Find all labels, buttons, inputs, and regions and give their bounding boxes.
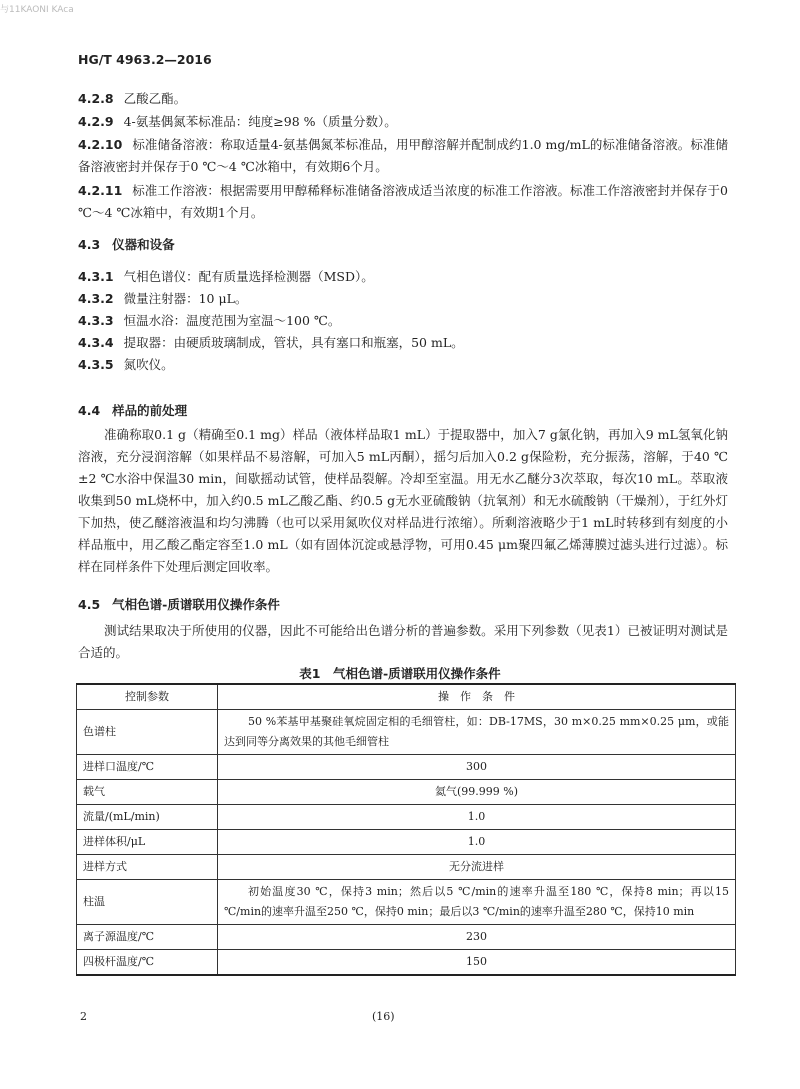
param-cell: 流量/(mL/min) [77,805,218,830]
param-cell: 进样体积/μL [77,830,218,855]
item-4-2-11 [78,180,728,224]
standard-header: HG/T 4963.2—2016 [78,52,212,67]
item-4-3-1 [78,266,728,288]
section-title: 气相色谱-质谱联用仪操作条件 [112,597,280,612]
param-cell: 离子源温度/℃ [77,925,218,950]
item-text: 4-氨基偶氮苯标准品：纯度≥98 %（质量分数）。 [123,114,397,129]
value-cell: 1.0 [218,830,736,855]
item-text: 氮吹仪。 [123,357,174,372]
item-text: 恒温水浴：温度范围为室温～100 ℃。 [123,313,341,328]
table-row [77,855,736,880]
item-number: 4.2.8 [78,91,114,106]
value-cell: 50 %苯基甲基聚硅氧烷固定相的毛细管柱，如：DB-17MS，30 m×0.25 mm×0.25 μm，或能达到同等分离效果的其他毛细管柱 [218,710,736,755]
table-row [77,880,736,925]
item-number: 4.3.1 [78,269,114,284]
section-title: 样品的前处理 [112,403,188,418]
section-4-4-heading [78,400,728,422]
page-number: 2 [80,1010,87,1023]
item-4-2-8 [78,88,728,110]
value-cell: 300 [218,755,736,780]
item-number: 4.2.9 [78,114,114,129]
table-row [77,925,736,950]
item-number: 4.3.3 [78,313,114,328]
value-cell: 无分流进样 [218,855,736,880]
table-header-row [77,684,736,710]
param-cell: 进样方式 [77,855,218,880]
section-number: 4.4 [78,403,101,418]
value-cell: 230 [218,925,736,950]
section-number: 4.5 [78,597,101,612]
param-cell: 进样口温度/℃ [77,755,218,780]
item-number: 4.2.10 [78,137,123,152]
item-text: 微量注射器：10 μL。 [123,291,248,306]
item-text: 提取器：由硬质玻璃制成，管状，具有塞口和瓶塞，50 mL。 [123,335,464,350]
item-text: 乙酸乙酯。 [123,91,187,106]
sequential-page-number: (16) [372,1010,395,1023]
param-cell: 色谱柱 [77,710,218,755]
item-4-3-5 [78,354,728,376]
gcms-conditions-table [76,683,736,976]
param-cell: 载气 [77,780,218,805]
section-4-3-heading [78,234,728,256]
item-4-2-10 [78,134,728,178]
table-row [77,830,736,855]
table-row [77,710,736,755]
item-number: 4.3.5 [78,357,114,372]
item-4-3-2 [78,288,728,310]
sample-pretreatment-paragraph: 准确称取0.1 g（精确至0.1 mg）样品（液体样品取1 mL）于提取器中，加入7 g氯化钠，再加入9 mL氢氧化钠溶液，充分浸润溶解（如果样品不易溶解，可加入5 mL丙酮），摇匀后加入0.2 g保险粉，充分振荡，溶解，于40 ℃±2 ℃水浴中保温30 min，间歇摇动试管，使样品裂解。冷却至室温。用无水乙醚分3次萃取，每次10 mL。萃取液收集到50 mL烧杯中，加入约0.5 mL乙酸乙酯、约0.5 g无水亚硫酸钠（抗氧剂）和无水硫酸钠（干燥剂），于红外灯下加热，使乙醚溶液温和均匀沸腾（也可以采用氮吹仪对样品进行浓缩）。所剩溶液略少于1 mL时转移到有刻度的小样品瓶中，用乙酸乙酯定容至1.0 mL（如有固体沉淀或悬浮物，可用0.45 μm聚四氟乙烯薄膜过滤头进行过滤）。标样在同样条件下处理后测定回收率。 [78,427,728,574]
table-row [77,780,736,805]
table-row [77,950,736,976]
table-caption: 表1 气相色谱-质谱联用仪操作条件 [299,666,501,681]
item-number: 4.3.4 [78,335,114,350]
item-text: 标准工作溶液：根据需要用甲醇稀释标准储备溶液成适当浓度的标准工作溶液。标准工作溶液密封并保存于0 ℃～4 ℃冰箱中，有效期1个月。 [78,183,728,220]
value-cell: 150 [218,950,736,976]
table-row [77,755,736,780]
watermark: 与11KAONI KAca [0,5,74,15]
table-row [77,805,736,830]
item-4-3-4 [78,332,728,354]
header-cell: 操 作 条 件 [218,684,736,710]
section-4-5-heading [78,594,728,616]
gcms-intro-paragraph: 测试结果取决于所使用的仪器，因此不可能给出色谱分析的普遍参数。采用下列参数（见表1）已被证明对测试是合适的。 [78,623,728,660]
value-cell: 初始温度30 ℃，保持3 min；然后以5 ℃/min的速率升温至180 ℃，保持8 min；再以15 ℃/min的速率升温至250 ℃，保持0 min；最后以3 ℃/min的速率升温至280 ℃，保持10 min [218,880,736,925]
item-4-2-9 [78,111,728,133]
header-cell: 控制参数 [77,684,218,710]
value-cell: 氦气(99.999 %) [218,780,736,805]
item-text: 气相色谱仪：配有质量选择检测器（MSD）。 [123,269,374,284]
value-cell: 1.0 [218,805,736,830]
section-number: 4.3 [78,237,101,252]
item-text: 标准储备溶液：称取适量4-氨基偶氮苯标准品，用甲醇溶解并配制成约1.0 mg/mL的标准储备溶液。标准储备溶液密封并保存于0 ℃～4 ℃冰箱中，有效期6个月。 [78,137,728,174]
section-title: 仪器和设备 [112,237,175,252]
item-number: 4.2.11 [78,183,123,198]
item-4-3-3 [78,310,728,332]
item-number: 4.3.2 [78,291,114,306]
param-cell: 柱温 [77,880,218,925]
param-cell: 四极杆温度/℃ [77,950,218,976]
